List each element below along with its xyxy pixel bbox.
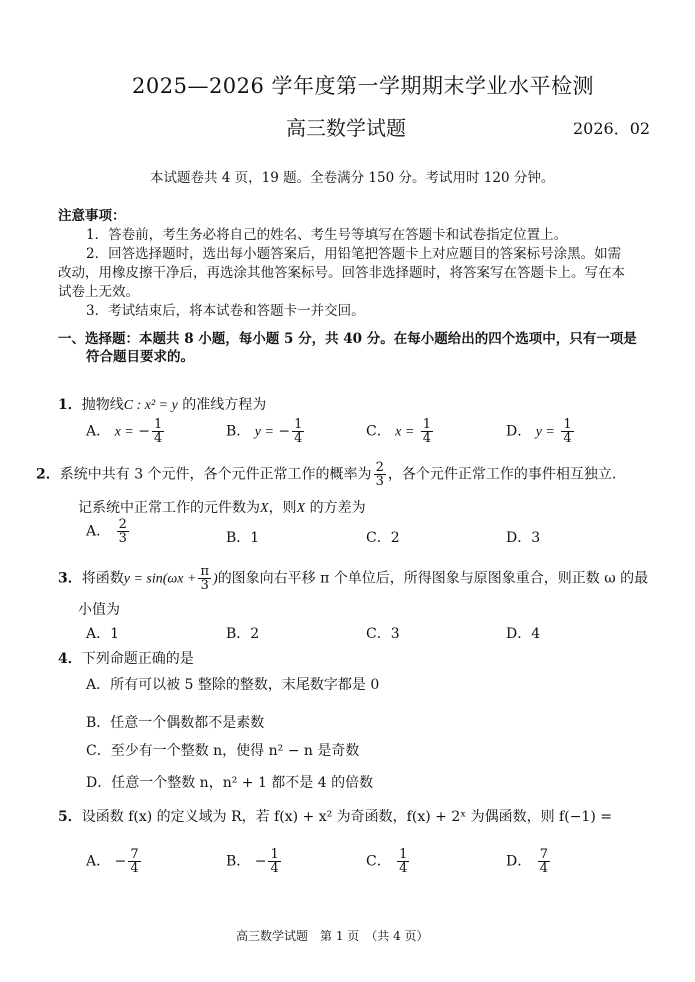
q3-option-b: B．2 [226,626,260,642]
question-1: 1．抛物线C : x² = y 的准线方程为 [58,397,267,413]
question-2-line2: 记系统中正常工作的元件数为X，则X 的方差为 [78,500,366,516]
page-footer: 高三数学试题 第 1 页 （共 4 页） [236,929,429,943]
question-3-line1: 3．将函数y = sin(ωx + $\frac{\pi}{3}$ )的图象向右平移 π 个单位后，所得图象与原图象重合，则正数 ω 的最 [58,564,649,593]
q4-option-c: C．至少有一个整数 n，使得 n² − n 是奇数 [86,743,360,759]
note-2-line1: 2．回答选择题时，选出每小题答案后，用铅笔把答题卡上对应题目的答案标号涂黑。如需 [86,246,622,262]
q4-option-b: B．任意一个偶数都不是素数 [86,715,265,731]
exam-subtitle: 高三数学试题 [286,116,406,140]
section1-line2: 符合题目要求的。 [86,349,194,365]
exam-title: 2025—2026 学年度第一学期期末学业水平检测 [132,74,595,98]
q4-option-a: A．所有可以被 5 整除的整数，末尾数字都是 0 [86,677,380,693]
section1-line1: 一、选择题：本题共 8 小题，每小题 5 分，共 40 分。在每小题给出的四个选项中，只有一项是 [58,331,637,347]
q1-option-d: D． y = $\frac{1}{4}$ [506,417,572,446]
notes-heading: 注意事项： [58,208,126,224]
q1-option-c: C． x = $\frac{1}{4}$ [366,417,432,446]
q1-option-a: A． x = − $\frac{1}{4}$ [86,417,163,446]
q5-option-b: B． − $\frac{1}{4}$ [226,847,279,876]
question-3-line2: 小值为 [78,602,120,618]
q2-option-a: A． $\frac{2}{3}$ [86,517,127,546]
q4-option-d: D．任意一个整数 n，n² + 1 都不是 4 的倍数 [86,775,374,791]
note-2-line2: 改动，用橡皮擦干净后，再选涂其他答案标号。回答非选择题时，将答案写在答题卡上。写在本 [58,265,625,281]
question-4: 4．下列命题正确的是 [58,651,194,667]
q2-option-c: C．2 [366,530,400,546]
note-2-line3: 试卷上无效。 [58,284,139,300]
note-1: 1．答卷前，考生务必将自己的姓名、考生号等填写在答题卡和试卷指定位置上。 [86,227,568,243]
q2-option-b: B．1 [226,530,260,546]
q3-option-d: D．4 [506,626,541,642]
q5-option-a: A． − $\frac{7}{4}$ [86,847,139,876]
question-5: 5．设函数 f(x) 的定义域为 R，若 f(x) + x² 为奇函数，f(x) + 2ˣ 为偶函数，则 f(−1) = [58,809,612,825]
question-2-line1: 2．系统中共有 3 个元件，各个元件正常工作的概率为 $\frac{2}{3}$ ，各个元件正常工作的事件相互独立. [36,460,617,489]
q5-option-c: C． $\frac{1}{4}$ [366,847,408,876]
q3-option-a: A．1 [86,626,120,642]
q3-option-c: C．3 [366,626,400,642]
q1-option-b: B． y = − $\frac{1}{4}$ [226,417,303,446]
intro-text: 本试题卷共 4 页，19 题。全卷满分 150 分。考试用时 120 分钟。 [150,170,555,186]
q5-option-d: D． $\frac{7}{4}$ [506,847,548,876]
note-3: 3．考试结束后，将本试卷和答题卡一并交回。 [86,303,365,319]
exam-date: 2026．02 [573,119,651,138]
q2-option-d: D．3 [506,530,541,546]
